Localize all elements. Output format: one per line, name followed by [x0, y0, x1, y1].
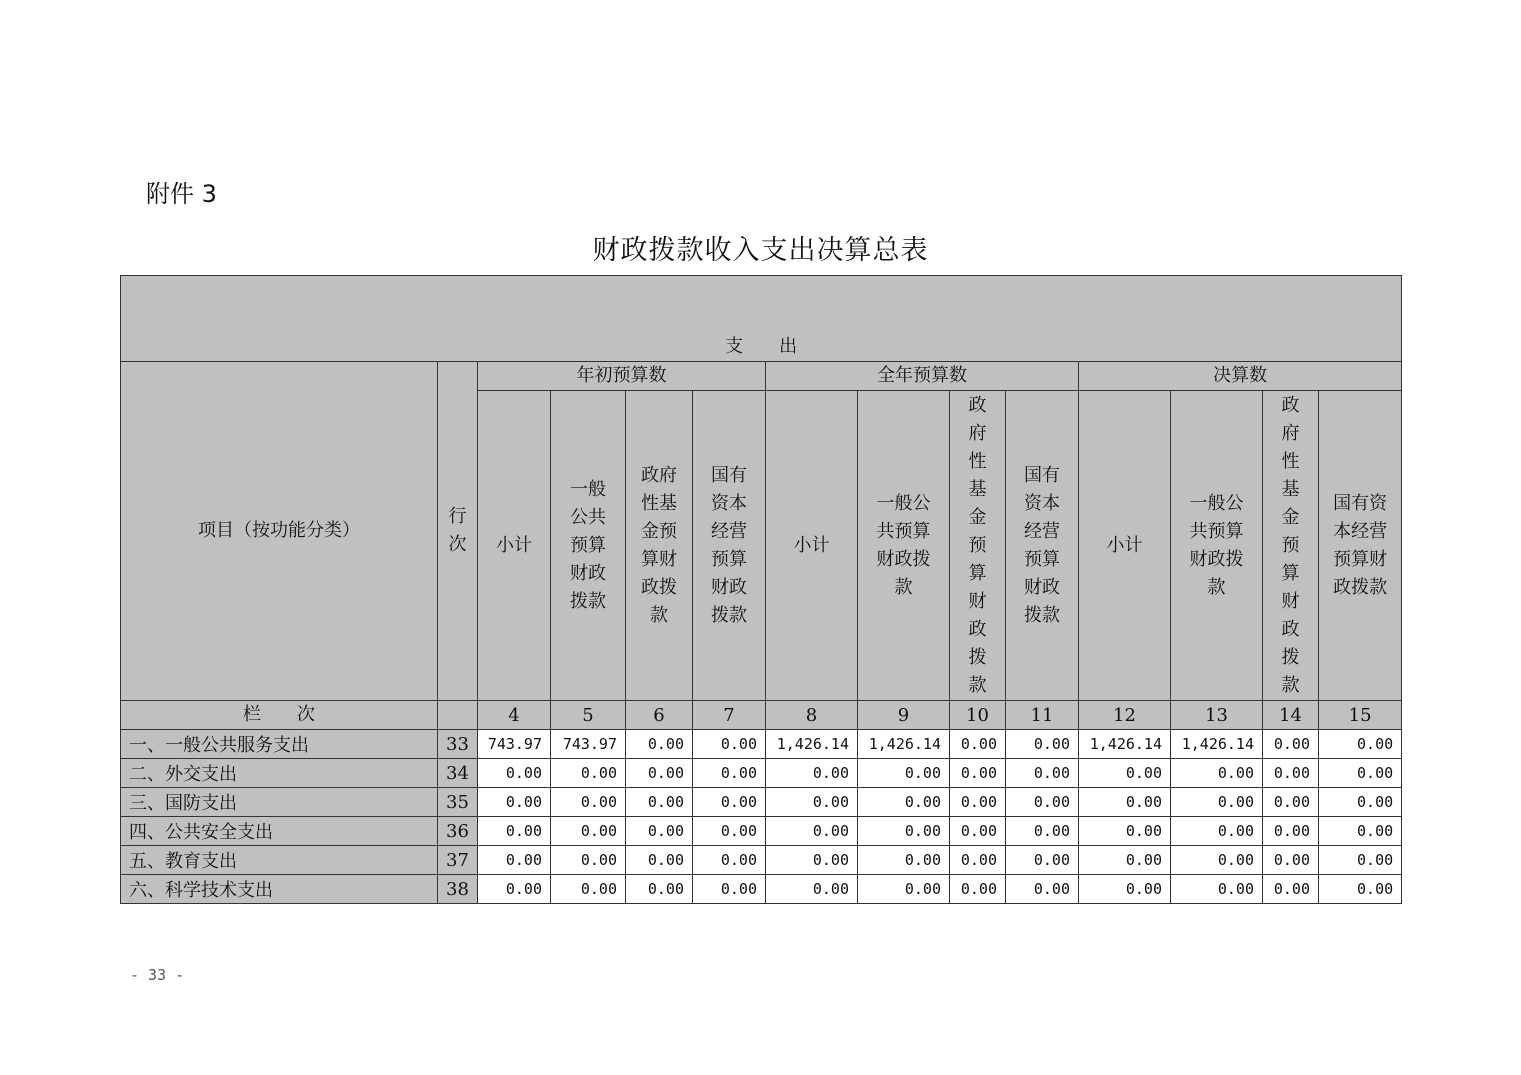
- value-cell: 0.00: [626, 817, 693, 846]
- value-cell: 0.00: [1263, 759, 1319, 788]
- value-cell: 0.00: [478, 788, 551, 817]
- value-cell: 0.00: [1263, 730, 1319, 759]
- row-line-number: 36: [438, 817, 478, 846]
- column-number: 14: [1263, 701, 1319, 730]
- value-cell: 0.00: [693, 759, 766, 788]
- table-row: [121, 788, 1402, 817]
- table-row: [121, 875, 1402, 904]
- sub-header-15: 国有资 本经营 预算财 政拨款: [1319, 391, 1402, 701]
- value-cell: 0.00: [858, 759, 950, 788]
- value-cell: 0.00: [693, 788, 766, 817]
- line-column-header: 行 次: [438, 362, 478, 701]
- value-cell: 0.00: [693, 817, 766, 846]
- value-cell: 0.00: [626, 788, 693, 817]
- page-title: 财政拨款收入支出决算总表: [592, 235, 929, 266]
- sub-header-6: 政府 性基 金预 算财 政拨 款: [626, 391, 693, 701]
- value-cell: 0.00: [1171, 759, 1263, 788]
- column-number: 7: [693, 701, 766, 730]
- value-cell: 0.00: [950, 788, 1006, 817]
- table-row: [121, 817, 1402, 846]
- value-cell: 0.00: [1319, 730, 1402, 759]
- value-cell: 0.00: [1319, 788, 1402, 817]
- value-cell: 0.00: [1006, 788, 1079, 817]
- value-cell: 0.00: [1263, 817, 1319, 846]
- row-item-label: 四、公共安全支出: [121, 817, 438, 846]
- value-cell: 0.00: [1006, 846, 1079, 875]
- value-cell: 743.97: [551, 730, 626, 759]
- value-cell: 0.00: [858, 875, 950, 904]
- column-number: 4: [478, 701, 551, 730]
- row-item-label: 五、教育支出: [121, 846, 438, 875]
- value-cell: 0.00: [551, 759, 626, 788]
- value-cell: 0.00: [693, 846, 766, 875]
- column-number: 10: [950, 701, 1006, 730]
- column-number-label: 栏 次: [121, 701, 438, 730]
- sub-header-12: 小计: [1079, 391, 1171, 701]
- value-cell: 1,426.14: [1171, 730, 1263, 759]
- column-number: 6: [626, 701, 693, 730]
- value-cell: 0.00: [1171, 875, 1263, 904]
- row-line-number: 33: [438, 730, 478, 759]
- row-item-label: 二、外交支出: [121, 759, 438, 788]
- value-cell: 0.00: [1006, 875, 1079, 904]
- value-cell: 0.00: [478, 875, 551, 904]
- group-header-annual-budget: 全年预算数: [766, 362, 1079, 391]
- row-item-label: 三、国防支出: [121, 788, 438, 817]
- column-number: 15: [1319, 701, 1402, 730]
- sub-header-8: 小计: [766, 391, 858, 701]
- sub-header-7: 国有 资本 经营 预算 财政 拨款: [693, 391, 766, 701]
- table-row: [121, 846, 1402, 875]
- value-cell: 0.00: [950, 817, 1006, 846]
- table-row: [121, 730, 1402, 759]
- sub-header-4: 小计: [478, 391, 551, 701]
- value-cell: 0.00: [858, 788, 950, 817]
- value-cell: 0.00: [1171, 817, 1263, 846]
- value-cell: 0.00: [1263, 875, 1319, 904]
- sub-header-14: 政 府 性 基 金 预 算 财 政 拨 款: [1263, 391, 1319, 701]
- value-cell: 0.00: [858, 846, 950, 875]
- table-row: [121, 759, 1402, 788]
- value-cell: 0.00: [766, 788, 858, 817]
- value-cell: 0.00: [478, 846, 551, 875]
- value-cell: 0.00: [858, 817, 950, 846]
- value-cell: 0.00: [551, 788, 626, 817]
- sub-header-13: 一般公 共预算 财政拨 款: [1171, 391, 1263, 701]
- column-number: 12: [1079, 701, 1171, 730]
- sub-header-10: 政 府 性 基 金 预 算 财 政 拨 款: [950, 391, 1006, 701]
- value-cell: 0.00: [626, 846, 693, 875]
- column-number: 5: [551, 701, 626, 730]
- row-item-label: 六、科学技术支出: [121, 875, 438, 904]
- value-cell: 0.00: [950, 846, 1006, 875]
- row-line-number: 34: [438, 759, 478, 788]
- value-cell: 0.00: [1006, 817, 1079, 846]
- value-cell: 743.97: [478, 730, 551, 759]
- row-line-number: 38: [438, 875, 478, 904]
- value-cell: 0.00: [1263, 788, 1319, 817]
- item-column-header: 项目（按功能分类）: [121, 362, 438, 701]
- row-line-number: 37: [438, 846, 478, 875]
- row-item-label: 一、一般公共服务支出: [121, 730, 438, 759]
- value-cell: 0.00: [1171, 788, 1263, 817]
- value-cell: 0.00: [693, 730, 766, 759]
- budget-table: [120, 275, 1402, 904]
- group-header-initial-budget: 年初预算数: [478, 362, 766, 391]
- value-cell: 0.00: [766, 846, 858, 875]
- value-cell: 0.00: [551, 817, 626, 846]
- value-cell: 0.00: [1171, 846, 1263, 875]
- value-cell: 0.00: [1079, 817, 1171, 846]
- value-cell: 0.00: [1263, 846, 1319, 875]
- column-number: 11: [1006, 701, 1079, 730]
- value-cell: 0.00: [626, 875, 693, 904]
- row-line-number: 35: [438, 788, 478, 817]
- sub-header-5: 一般 公共 预算 财政 拨款: [551, 391, 626, 701]
- value-cell: 0.00: [1319, 875, 1402, 904]
- value-cell: 0.00: [478, 817, 551, 846]
- value-cell: 1,426.14: [1079, 730, 1171, 759]
- value-cell: 0.00: [766, 817, 858, 846]
- value-cell: 0.00: [766, 875, 858, 904]
- value-cell: 0.00: [950, 730, 1006, 759]
- value-cell: 0.00: [1006, 759, 1079, 788]
- value-cell: 0.00: [1079, 875, 1171, 904]
- value-cell: 0.00: [1319, 846, 1402, 875]
- value-cell: 0.00: [551, 846, 626, 875]
- value-cell: 0.00: [766, 759, 858, 788]
- value-cell: 1,426.14: [858, 730, 950, 759]
- value-cell: 0.00: [626, 759, 693, 788]
- value-cell: 0.00: [1079, 846, 1171, 875]
- column-number-blank: [438, 701, 478, 730]
- value-cell: 0.00: [950, 875, 1006, 904]
- sub-header-11: 国有 资本 经营 预算 财政 拨款: [1006, 391, 1079, 701]
- value-cell: 0.00: [950, 759, 1006, 788]
- column-number: 9: [858, 701, 950, 730]
- value-cell: 0.00: [693, 875, 766, 904]
- expenditure-header: 支 出: [121, 276, 1402, 362]
- sub-header-9: 一般公 共预算 财政拨 款: [858, 391, 950, 701]
- attachment-label: 附件 3: [146, 180, 217, 208]
- value-cell: 0.00: [551, 875, 626, 904]
- value-cell: 0.00: [478, 759, 551, 788]
- column-number: 13: [1171, 701, 1263, 730]
- value-cell: 0.00: [1079, 788, 1171, 817]
- value-cell: 0.00: [1319, 759, 1402, 788]
- page-number: - 33 -: [130, 966, 185, 984]
- column-number: 8: [766, 701, 858, 730]
- value-cell: 0.00: [1006, 730, 1079, 759]
- group-header-final-accounts: 决算数: [1079, 362, 1402, 391]
- value-cell: 0.00: [1319, 817, 1402, 846]
- value-cell: 0.00: [626, 730, 693, 759]
- value-cell: 0.00: [1079, 759, 1171, 788]
- value-cell: 1,426.14: [766, 730, 858, 759]
